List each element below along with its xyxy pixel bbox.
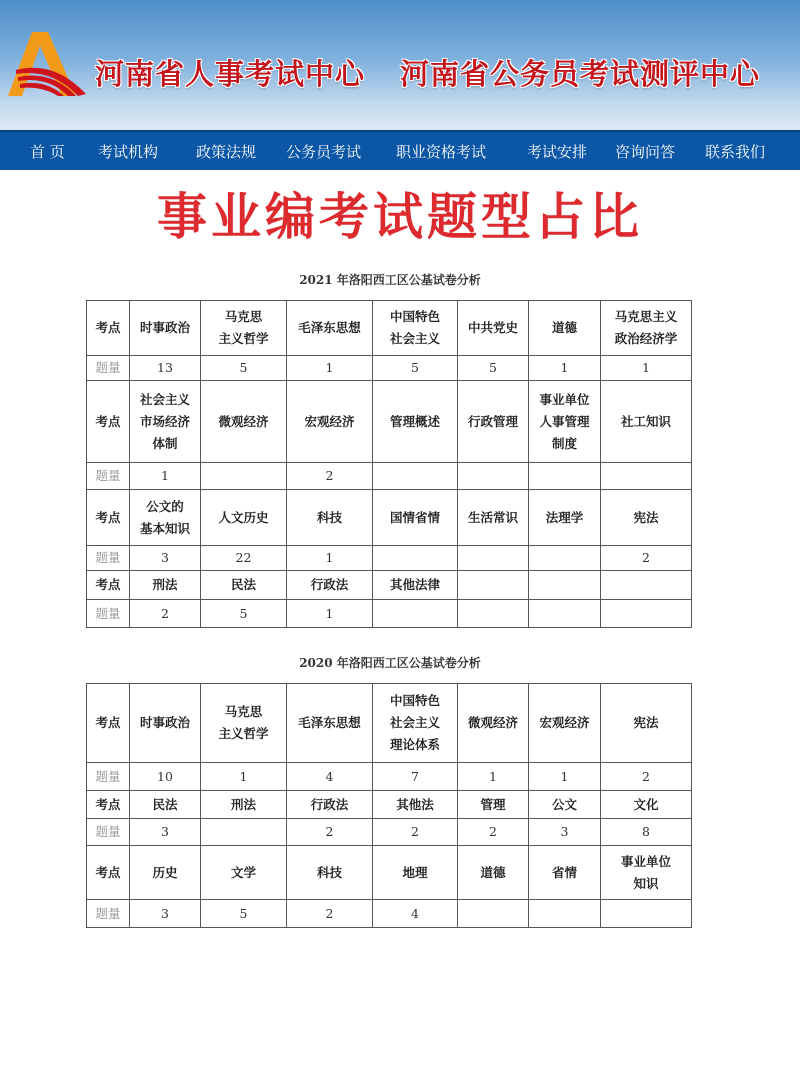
topic-cell: 社会主义 市场经济 体制	[130, 381, 201, 463]
count-cell	[529, 463, 601, 490]
topic-cell: 中共党史	[458, 301, 529, 356]
count-cell	[201, 463, 287, 490]
topic-cell: 宏观经济	[287, 381, 373, 463]
nav-civil-servant-exam[interactable]: 公务员考试	[286, 143, 362, 161]
count-cell	[529, 600, 601, 628]
topic-cell: 行政法	[287, 791, 373, 819]
topic-cell: 宏观经济	[529, 684, 601, 763]
site-banner	[0, 0, 800, 130]
count-cell: 5	[201, 356, 287, 381]
exam-analysis-table-2021	[86, 300, 692, 628]
topic-cell: 毛泽东思想	[287, 684, 373, 763]
count-row	[87, 900, 692, 928]
topic-cell: 人文历史	[201, 490, 287, 546]
topic-cell: 道德	[458, 846, 529, 900]
topic-cell: 微观经济	[201, 381, 287, 463]
count-row	[87, 546, 692, 571]
table-caption-2020: 2020 年洛阳西工区公基试卷分析	[299, 656, 481, 670]
topic-row	[87, 381, 692, 463]
count-cell	[458, 546, 529, 571]
count-cell: 1	[287, 546, 373, 571]
count-label: 题量	[87, 600, 130, 628]
site-logo-icon[interactable]	[6, 30, 92, 98]
count-cell: 10	[130, 763, 201, 791]
topic-cell: 社工知识	[601, 381, 692, 463]
topic-cell	[529, 571, 601, 600]
topic-label: 考点	[87, 301, 130, 356]
topic-label: 考点	[87, 490, 130, 546]
topic-cell: 科技	[287, 846, 373, 900]
nav-home[interactable]: 首 页	[30, 143, 65, 161]
count-label: 题量	[87, 819, 130, 846]
page-headline: 事业编考试题型占比	[157, 188, 643, 246]
topic-label: 考点	[87, 571, 130, 600]
topic-cell: 管理概述	[373, 381, 458, 463]
count-cell	[201, 819, 287, 846]
topic-cell	[601, 571, 692, 600]
count-cell: 1	[130, 463, 201, 490]
count-cell: 2	[458, 819, 529, 846]
count-row	[87, 356, 692, 381]
count-cell: 2	[287, 463, 373, 490]
topic-cell: 行政管理	[458, 381, 529, 463]
nav-qualification-exam[interactable]: 职业资格考试	[396, 143, 487, 161]
topic-cell: 民法	[130, 791, 201, 819]
topic-cell: 时事政治	[130, 684, 201, 763]
count-cell: 2	[287, 900, 373, 928]
count-cell: 2	[373, 819, 458, 846]
topic-row	[87, 490, 692, 546]
count-cell: 5	[373, 356, 458, 381]
table-caption-2021: 2021 年洛阳西工区公基试卷分析	[299, 273, 481, 287]
count-cell: 2	[601, 546, 692, 571]
count-cell	[373, 546, 458, 571]
topic-cell: 刑法	[201, 791, 287, 819]
topic-cell: 行政法	[287, 571, 373, 600]
count-cell: 8	[601, 819, 692, 846]
topic-label: 考点	[87, 381, 130, 463]
topic-cell: 中国特色 社会主义	[373, 301, 458, 356]
topic-cell: 马克思 主义哲学	[201, 684, 287, 763]
count-cell: 5	[201, 900, 287, 928]
count-cell: 2	[287, 819, 373, 846]
topic-cell: 科技	[287, 490, 373, 546]
topic-cell: 省情	[529, 846, 601, 900]
count-label: 题量	[87, 463, 130, 490]
count-cell: 22	[201, 546, 287, 571]
topic-cell: 马克思 主义哲学	[201, 301, 287, 356]
count-cell: 7	[373, 763, 458, 791]
count-cell: 1	[601, 356, 692, 381]
count-cell: 4	[287, 763, 373, 791]
topic-cell: 文学	[201, 846, 287, 900]
count-label: 题量	[87, 763, 130, 791]
count-cell: 3	[529, 819, 601, 846]
topic-cell: 民法	[201, 571, 287, 600]
nav-policies[interactable]: 政策法规	[196, 143, 257, 161]
topic-row	[87, 791, 692, 819]
count-row	[87, 763, 692, 791]
nav-contact[interactable]: 联系我们	[705, 143, 766, 161]
count-cell: 3	[130, 819, 201, 846]
count-cell: 1	[287, 600, 373, 628]
count-cell	[601, 463, 692, 490]
topic-cell: 马克思主义 政治经济学	[601, 301, 692, 356]
topic-cell: 历史	[130, 846, 201, 900]
count-row	[87, 463, 692, 490]
count-cell	[601, 900, 692, 928]
topic-cell: 时事政治	[130, 301, 201, 356]
topic-cell: 管理	[458, 791, 529, 819]
topic-cell: 事业单位 知识	[601, 846, 692, 900]
count-cell	[458, 600, 529, 628]
topic-label: 考点	[87, 684, 130, 763]
topic-cell: 公文的 基本知识	[130, 490, 201, 546]
count-cell: 1	[458, 763, 529, 791]
count-cell: 1	[287, 356, 373, 381]
count-cell: 2	[130, 600, 201, 628]
topic-cell: 事业单位 人事管理 制度	[529, 381, 601, 463]
topic-label: 考点	[87, 846, 130, 900]
count-cell: 5	[458, 356, 529, 381]
topic-cell: 毛泽东思想	[287, 301, 373, 356]
topic-cell: 生活常识	[458, 490, 529, 546]
count-cell: 2	[601, 763, 692, 791]
count-label: 题量	[87, 900, 130, 928]
count-cell: 1	[529, 763, 601, 791]
topic-row	[87, 846, 692, 900]
count-cell: 1	[201, 763, 287, 791]
topic-cell: 中国特色 社会主义 理论体系	[373, 684, 458, 763]
count-cell	[458, 900, 529, 928]
nav-exam-agencies[interactable]: 考试机构	[98, 143, 159, 161]
main-nav	[0, 130, 800, 170]
count-label: 题量	[87, 546, 130, 571]
topic-row	[87, 301, 692, 356]
count-label: 题量	[87, 356, 130, 381]
count-cell	[458, 463, 529, 490]
count-row	[87, 600, 692, 628]
nav-faq[interactable]: 咨询问答	[615, 143, 676, 161]
count-cell: 1	[529, 356, 601, 381]
topic-row	[87, 571, 692, 600]
banner-title-civil-servant-exam-center: 河南省公务员考试测评中心	[400, 57, 761, 91]
topic-cell: 文化	[601, 791, 692, 819]
nav-exam-schedule[interactable]: 考试安排	[527, 143, 588, 161]
topic-cell: 法理学	[529, 490, 601, 546]
topic-row	[87, 684, 692, 763]
topic-cell: 国情省情	[373, 490, 458, 546]
banner-title-personnel-exam-center: 河南省人事考试中心	[95, 57, 366, 91]
count-cell: 13	[130, 356, 201, 381]
count-cell: 3	[130, 546, 201, 571]
topic-cell: 道德	[529, 301, 601, 356]
count-cell	[529, 900, 601, 928]
topic-label: 考点	[87, 791, 130, 819]
count-cell	[373, 463, 458, 490]
count-cell: 3	[130, 900, 201, 928]
topic-cell: 宪法	[601, 490, 692, 546]
count-cell: 5	[201, 600, 287, 628]
count-row	[87, 819, 692, 846]
topic-cell: 刑法	[130, 571, 201, 600]
topic-cell: 其他法律	[373, 571, 458, 600]
count-cell: 4	[373, 900, 458, 928]
count-cell	[373, 600, 458, 628]
topic-cell: 其他法	[373, 791, 458, 819]
count-cell	[529, 546, 601, 571]
topic-cell: 地理	[373, 846, 458, 900]
topic-cell: 宪法	[601, 684, 692, 763]
exam-analysis-table-2020	[86, 683, 692, 928]
topic-cell: 微观经济	[458, 684, 529, 763]
topic-cell	[458, 571, 529, 600]
count-cell	[601, 600, 692, 628]
topic-cell: 公文	[529, 791, 601, 819]
